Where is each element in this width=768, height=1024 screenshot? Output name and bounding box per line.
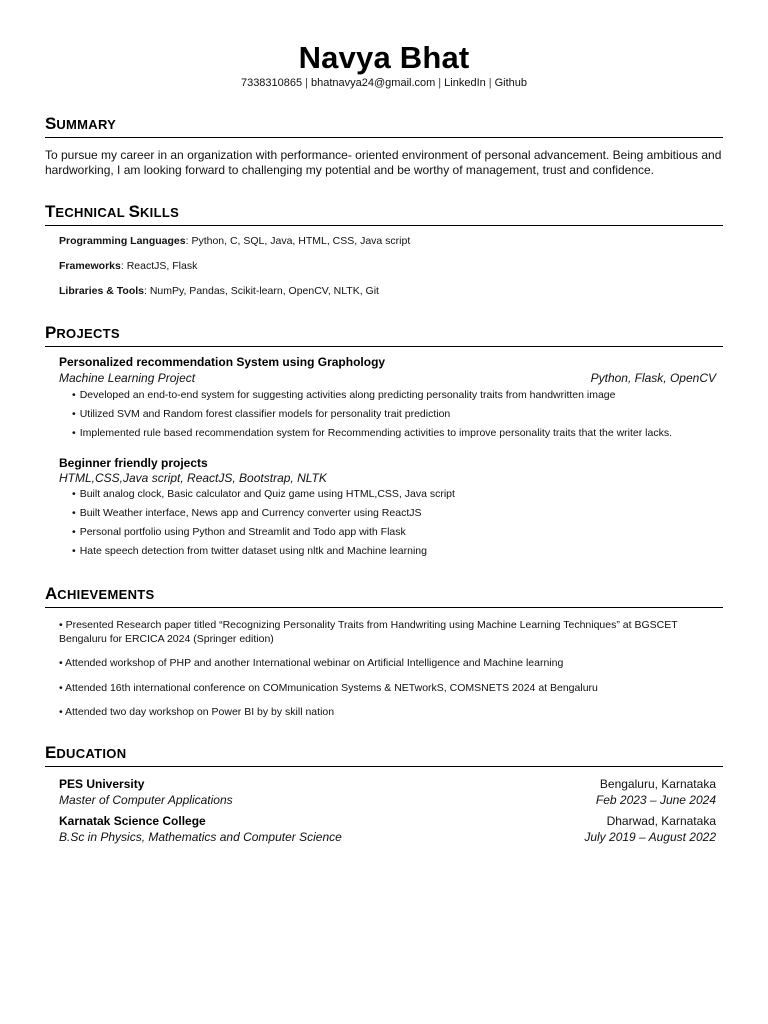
achievement-item: • Presented Research paper titled “Recognizing Personality Traits from Handwriting using Machine Learning Techniques” at BGSCET Bengaluru for ERCICA 2024 (Springer edition) bbox=[59, 619, 678, 645]
education-school-row bbox=[59, 814, 716, 828]
education-degree-row bbox=[59, 793, 716, 807]
github-link[interactable]: Github bbox=[494, 77, 528, 89]
section-title-summary: SUMMARY bbox=[45, 114, 723, 138]
project-tech: Python, Flask, OpenCV bbox=[590, 371, 716, 385]
project-bullet: • Personal portfolio using Python and Streamlit and Todo app with Flask bbox=[72, 526, 406, 538]
section-title-achievements: ACHIEVEMENTS bbox=[45, 584, 723, 608]
skill-frameworks: Frameworks: ReactJS, Flask bbox=[59, 260, 198, 272]
project-subtitle: Machine Learning Project Python, Flask, OpenCV bbox=[59, 371, 716, 385]
school-name: Karnatak Science College bbox=[59, 814, 206, 828]
project-subtitle: HTML,CSS,Java script, ReactJS, Bootstrap, NLTK bbox=[59, 471, 327, 485]
school-name: PES University bbox=[59, 777, 145, 791]
section-title-projects: PROJECTS bbox=[45, 323, 723, 347]
summary-text: To pursue my career in an organization with performance- oriented environment of personal advancement. Being ambitious and hardworking, I am looking forward to challenging my potential and be worthy of management, trust and confidence. bbox=[45, 148, 722, 177]
project-bullet: • Built Weather interface, News app and Currency converter using ReactJS bbox=[72, 507, 422, 519]
separator: | bbox=[488, 77, 492, 89]
degree: B.Sc in Physics, Mathematics and Computer Science bbox=[59, 830, 342, 844]
linkedin-link[interactable]: LinkedIn bbox=[444, 77, 486, 89]
project-bullet: • Implemented rule based recommendation system for Recommending activities to improve personality traits that the writer lacks. bbox=[72, 427, 673, 439]
project-bullet: • Developed an end-to-end system for suggesting activities along predicting personality traits from handwritten image bbox=[72, 389, 616, 401]
achievement-item: • Attended 16th international conference on COMmunication Systems & NETworkS, COMSNETS 2024 at Bengaluru bbox=[59, 682, 598, 694]
achievement-item: • Attended workshop of PHP and another International webinar on Artificial Intelligence and Machine learning bbox=[59, 657, 564, 669]
phone-number: 7338310865 bbox=[240, 77, 303, 89]
project-bullet: • Hate speech detection from twitter dataset using nltk and Machine learning bbox=[72, 545, 427, 557]
education-degree-row bbox=[59, 830, 716, 844]
education-school-row bbox=[59, 777, 716, 791]
email-link[interactable]: bhatnavya24@gmail.com bbox=[311, 77, 436, 89]
school-location: Dharwad, Karnataka bbox=[606, 814, 716, 828]
school-location: Bengaluru, Karnataka bbox=[599, 777, 716, 791]
section-title-education: EDUCATION bbox=[45, 743, 723, 767]
education-dates: July 2019 – August 2022 bbox=[584, 830, 716, 844]
degree: Master of Computer Applications bbox=[59, 793, 233, 807]
project-bullet: • Utilized SVM and Random forest classifier models for personality trait prediction bbox=[72, 408, 451, 420]
skill-programming-languages: Programming Languages: Python, C, SQL, Java, HTML, CSS, Java script bbox=[59, 235, 411, 247]
separator: | bbox=[438, 77, 442, 89]
separator: | bbox=[305, 77, 308, 89]
project-title: Beginner friendly projects bbox=[59, 456, 208, 470]
achievement-item: • Attended two day workshop on Power BI by by skill nation bbox=[59, 706, 335, 718]
education-dates: Feb 2023 – June 2024 bbox=[595, 793, 716, 807]
project-bullet: • Built analog clock, Basic calculator and Quiz game using HTML,CSS, Java script bbox=[72, 488, 455, 500]
project-title: Personalized recommendation System using Graphology bbox=[59, 355, 386, 369]
section-title-technical-skills: TECHNICAL SKILLS bbox=[45, 202, 723, 226]
skill-libraries-tools: Libraries & Tools: NumPy, Pandas, Scikit-learn, OpenCV, NLTK, Git bbox=[59, 285, 379, 297]
contact-line bbox=[0, 77, 768, 89]
candidate-name: Navya Bhat bbox=[298, 40, 470, 75]
